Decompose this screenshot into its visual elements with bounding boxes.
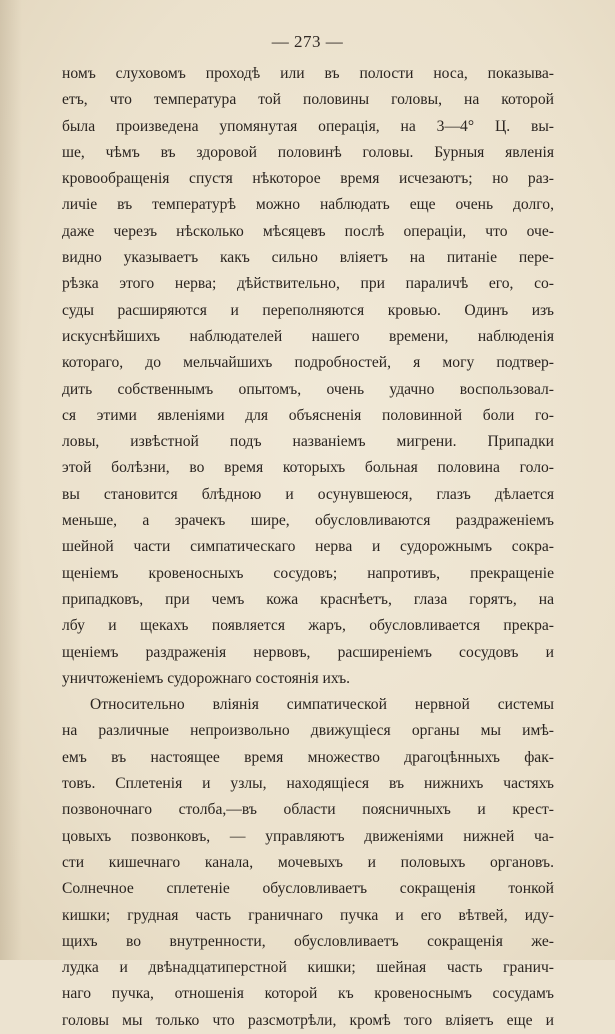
text-line: етъ, что температура той половины головы, на которой	[62, 91, 554, 109]
text-line: меньше, а зрачекъ шире, обусловливаются раздраженіемъ	[62, 512, 554, 530]
text-line: ся этими явленіями для объясненія половинной боли го-	[62, 406, 554, 424]
text-line: сти кишечнаго канала, мочевыхъ и половыхъ органовъ.	[62, 853, 554, 871]
text-line: дить собственнымъ опытомъ, очень удачно воспользовал-	[62, 380, 554, 398]
text-line: щихъ во внутренности, обусловливаетъ сокращенія же-	[62, 932, 554, 950]
text-line: лудка и двѣнадцатиперстной кишки; шейная часть гранич-	[62, 959, 554, 977]
text-line: кишки; грудная часть граничнаго пучка и его вѣтвей, иду-	[62, 906, 554, 924]
text-line: позвоночнаго столба,—въ области поясничныхъ и крест-	[62, 801, 554, 819]
text-line: ловы, извѣстной подъ названіемъ мигрени. Припадки	[62, 433, 554, 451]
text-line: щеніемъ раздраженія нервовъ, расширеніемъ сосудовъ и	[62, 643, 554, 661]
binding-shadow	[0, 0, 22, 960]
body-text	[62, 61, 554, 1034]
text-line: головы мы только что разсмотрѣли, кромѣ того вліяетъ еще и	[62, 1011, 554, 1029]
page-number: — 273 —	[271, 32, 344, 51]
text-line: была произведена упомянутая операція, на 3—4° Ц. вы-	[62, 117, 554, 135]
text-line: цовыхъ позвонковъ, — управляютъ движеніями нижней ча-	[62, 827, 554, 845]
text-line: даже черезъ нѣсколько мѣсяцевъ послѣ операціи, что оче-	[62, 222, 554, 240]
text-line: щеніемъ кровеносныхъ сосудовъ; напротивъ, прекращеніе	[62, 564, 554, 582]
text-line: этой болѣзни, во время которыхъ больная половина голо-	[62, 459, 554, 477]
text-line: припадковъ, при чемъ кожа краснѣетъ, глаза горятъ, на	[62, 590, 554, 608]
text-line: видно указываетъ какъ сильно вліяетъ на питаніе пере-	[62, 249, 554, 267]
text-line: рѣзка этого нерва; дѣйствительно, при параличѣ его, со-	[62, 275, 554, 293]
text-line: кровообращенія спустя нѣкоторое время исчезаютъ; но раз-	[62, 170, 554, 188]
text-line: котораго, до мельчайшихъ подробностей, я могу подтвер-	[62, 354, 554, 372]
text-line: уничтоженіемъ судорожнаго состоянія ихъ.	[62, 669, 351, 687]
text-line: номъ слуховомъ проходѣ или въ полости носа, показыва-	[62, 65, 554, 82]
text-line: шейной части симпатическаго нерва и судорожнымъ сокра-	[62, 538, 554, 556]
text-line: вы становится блѣдною и осунувшеюся, глазъ дѣлается	[62, 485, 554, 503]
text-line: наго пучка, отношенія которой къ кровеноснымъ сосудамъ	[62, 985, 554, 1003]
text-line: Солнечное сплетеніе обусловливаетъ сокращенія тонкой	[62, 880, 554, 898]
text-line: личіе въ температурѣ можно наблюдать еще очень долго,	[62, 196, 554, 214]
text-line: емъ въ настоящее время множество драгоцѣнныхъ фак-	[62, 748, 554, 766]
text-line: товъ. Сплетенія и узлы, находящіеся въ нижнихъ частяхъ	[62, 775, 554, 793]
text-line: лбу и щекахъ появляется жаръ, обусловливается прекра-	[62, 617, 554, 635]
text-line: искуснѣйшихъ наблюдателей нашего времени, наблюденія	[62, 327, 554, 345]
text-line: Относительно вліянія симпатической нервной системы	[90, 696, 554, 714]
text-line: ше, чѣмъ въ здоровой половинѣ головы. Бурныя явленія	[62, 143, 554, 161]
text-line: суды расширяются и переполняются кровью. Одинъ изъ	[62, 301, 554, 319]
text-line: на различные непроизвольно движущіеся органы мы имѣ-	[62, 722, 554, 740]
